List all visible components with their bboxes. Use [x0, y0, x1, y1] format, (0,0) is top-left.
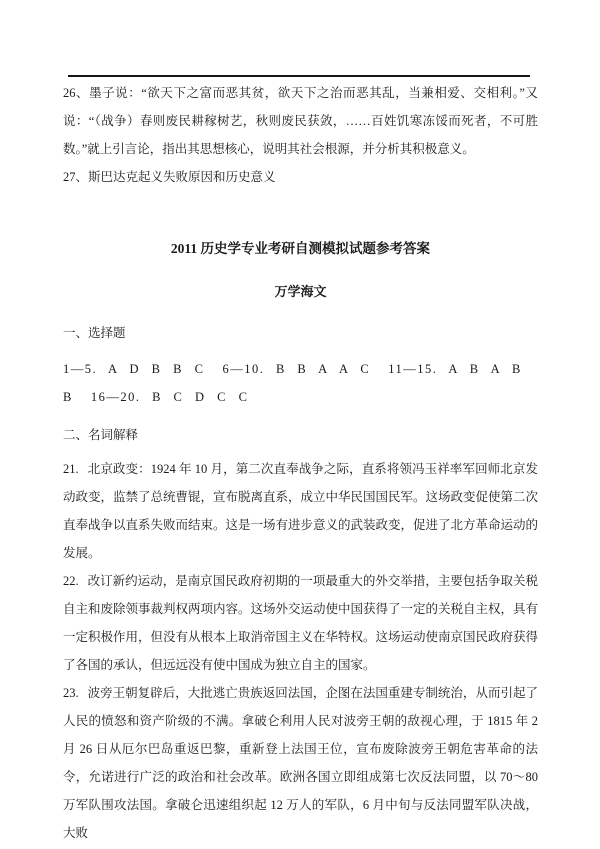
- term-answer-23-text: 波旁王朝复辟后，大批逃亡贵族返回法国，企图在法国重建专制统治，从而引起了人民的愤怒和资产阶级的不满。拿破仑利用人民对波旁王朝的敌视心理，于 1815 年 2 月 26 日从厄尔巴岛重返巴黎，重新登上法国王位，宣布废除波旁王朝危害革命的法令，允诺进行广泛的政治和社会改革。欧洲各国立即组成第七次反法同盟，以 70～80 万军队围攻法国。拿破仑迅速组织起 12 万人的军队，6 月中旬与反法同盟军队决战，大败: [63, 686, 538, 840]
- term-answer-21-text: 北京政变：1924 年 10 月，第二次直奉战争之际，直系将领冯玉祥率军回师北京发动政变，监禁了总统曹锟，宣布脱离直系，成立中华民国国民军。这场政变促使第二次直奉战争以直系失败而结束。这是一场有进步意义的武装政变，促进了北方革命运动的发展。: [63, 462, 539, 560]
- term-answer-22-text: 改订新约运动，是南京国民政府初期的一项最重大的外交举措，主要包括争取关税自主和废除领事裁判权两项内容。这场外交运动使中国获得了一定的关税自主权，具有一定积极作用，但没有从根本上取消帝国主义在华特权。这场运动使南京国民政府获得了各国的承认，但远远没有使中国成为独立自主的国家。: [63, 574, 539, 672]
- question-26-number: 26、: [63, 86, 90, 100]
- section-heading-term-explanations: 二、名词解释: [63, 428, 139, 442]
- term-answer-23-number: 23.: [63, 686, 79, 700]
- term-answer-22: [63, 567, 538, 679]
- answer-group-6-10: 6—10. B B A A C: [222, 362, 371, 376]
- multiple-choice-answers: [63, 355, 538, 411]
- answer-key-title: 2011 历史学专业考研自测模拟试题参考答案: [170, 241, 431, 256]
- term-answer-23: [63, 679, 538, 847]
- institution-byline: 万学海文: [274, 284, 327, 299]
- term-answer-22-number: 22.: [63, 574, 79, 588]
- question-27-text: 斯巴达克起义失败原因和历史意义: [88, 170, 276, 184]
- question-26: [63, 79, 538, 163]
- answer-group-16-20: 16—20. B C D C C: [90, 390, 249, 404]
- term-answer-21: [63, 455, 538, 567]
- question-26-text: 墨子说：“欲天下之富而恶其贫，欲天下之治而恶其乱，当兼相爱、交相利。”又说：“（战争）春则废民耕稼树艺，秋则废民获敛，……百姓饥寒冻馁而死者，不可胜数。”就上引言论，指出其思想核心，说明其社会根源，并分析其积极意义。: [63, 86, 538, 156]
- answer-group-1-5: 1—5. A D B B C: [63, 362, 205, 376]
- question-27: [63, 163, 538, 191]
- page-header-rule: [68, 75, 530, 77]
- question-27-number: 27、: [63, 170, 89, 184]
- term-answer-21-number: 21.: [63, 462, 79, 476]
- document-body: [63, 79, 538, 847]
- section-heading-multiple-choice: 一、选择题: [63, 326, 126, 340]
- answer-group-11-15: 11—15. A B A B B: [63, 362, 522, 404]
